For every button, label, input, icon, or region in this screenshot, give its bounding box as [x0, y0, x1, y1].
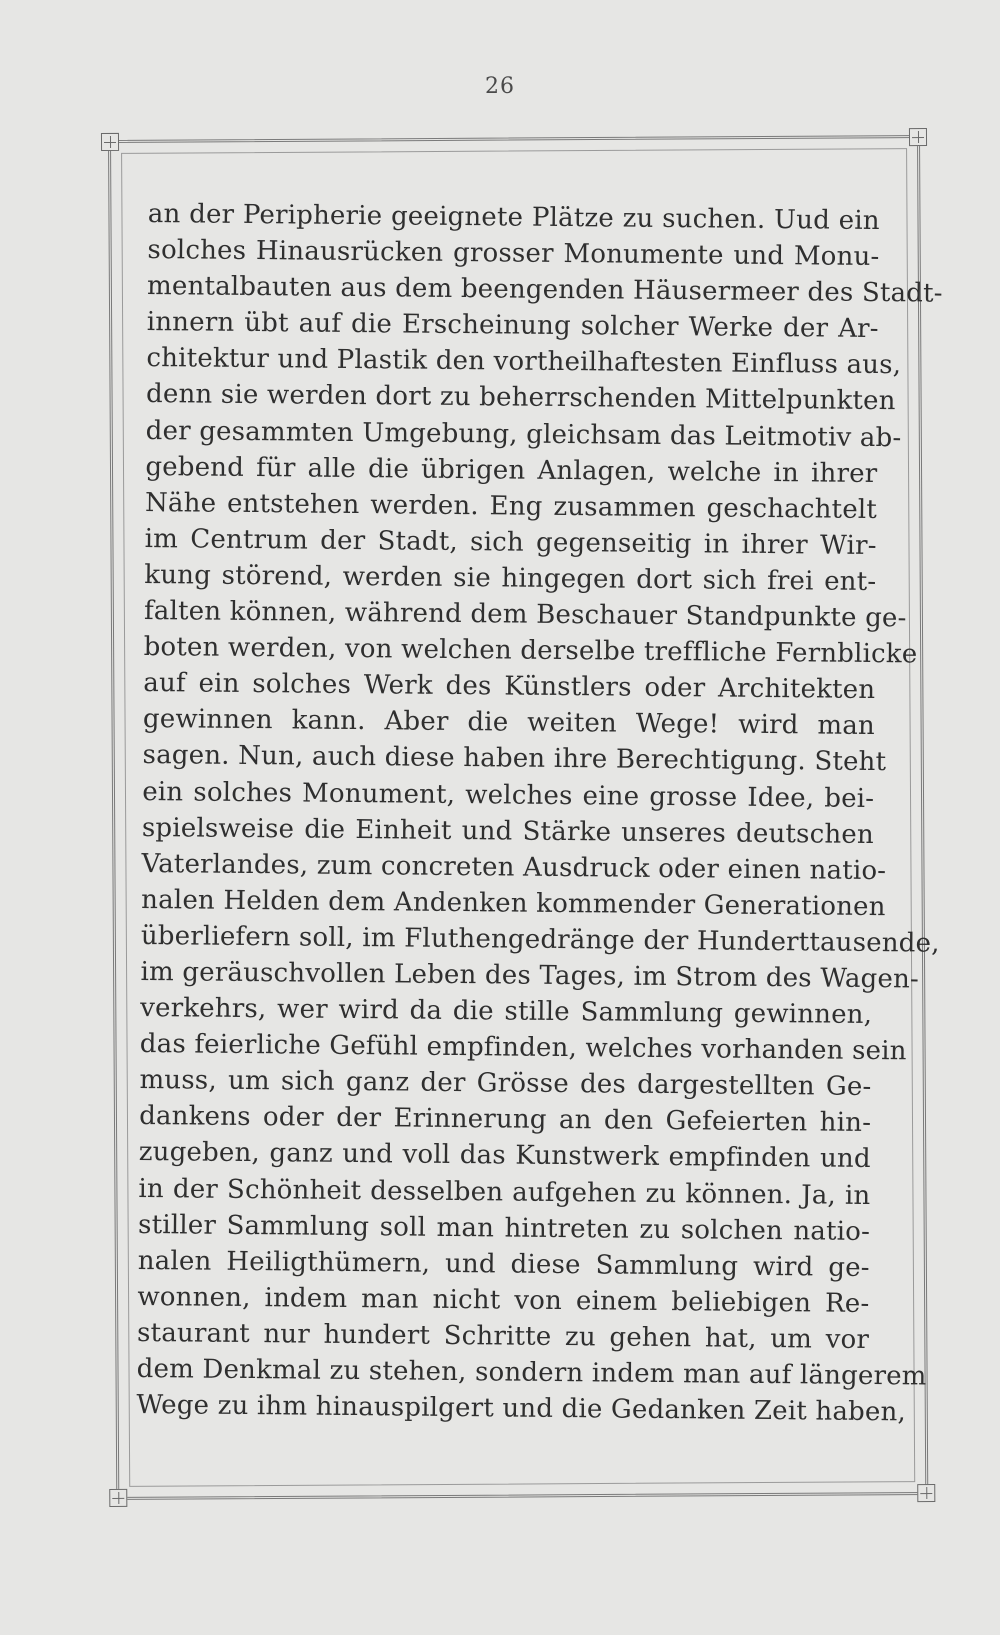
text-line: stiller Sammlung soll man hintreten zu solchen natio- [137, 1209, 871, 1247]
text-line: wonnen, indem man nicht von einem beliebigen Re- [137, 1281, 870, 1319]
text-line: Nähe entstehen werden. Eng zusammen geschachtelt [144, 487, 878, 525]
text-line: an der Peripherie geeignete Plätze zu suchen. Uud ein [147, 198, 880, 237]
text-line: solches Hinausrücken grosser Monumente und Monu- [147, 235, 880, 273]
body-text [136, 196, 943, 1430]
text-line: im geräuschvollen Leben des Tages, im Strom des Wagen- [140, 956, 920, 995]
corner-ornament-icon [917, 1484, 935, 1502]
text-line: gewinnen kann. Aber die weiten Wege! wird man [142, 704, 876, 742]
corner-ornament-icon [101, 133, 119, 151]
text-line: kung störend, werden sie hingegen dort sich frei ent- [144, 559, 877, 597]
corner-ornament-icon [909, 128, 927, 146]
text-line: falten können, während dem Beschauer Standpunkte ge- [143, 596, 907, 634]
text-line: Vaterlandes, zum concreten Ausdruck oder einen natio- [141, 848, 887, 886]
text-line: innern übt auf die Erscheinung solcher Werke der Ar- [146, 307, 879, 345]
text-line: ein solches Monument, welches eine grosse Idee, bei- [142, 776, 875, 814]
corner-ornament-icon [109, 1489, 127, 1507]
text-line: mentalbauten aus dem beengenden Häusermeer des Stadt- [146, 271, 943, 309]
text-line: boten werden, von welchen derselbe treffliche Fernblicke [143, 632, 918, 670]
text-line: staurant nur hundert Schritte zu gehen hat, um vor [136, 1317, 870, 1355]
text-line: nalen Helden dem Andenken kommender Generationen [141, 884, 886, 922]
text-line: denn sie werden dort zu beherrschenden Mittelpunkten [145, 379, 896, 417]
text-line: das feierliche Gefühl empfinden, welches vorhanden sein [139, 1029, 907, 1067]
page-number: 26 [485, 74, 515, 99]
text-line: verkehrs, wer wird da die stille Sammlung gewinnen, [140, 993, 873, 1031]
text-line: auf ein solches Werk des Künstlers oder Architekten [143, 668, 876, 706]
text-line: nalen Heiligthümern, und diese Sammlung wird ge- [137, 1245, 870, 1283]
text-line: muss, um sich ganz der Grösse des dargestellten Ge- [139, 1065, 872, 1103]
text-line: sagen. Nun, auch diese haben ihre Berechtigung. Steht [142, 740, 887, 778]
text-line: in der Schönheit desselben aufgehen zu können. Ja, in [138, 1173, 871, 1211]
text-line: chitektur und Plastik den vortheilhaftesten Einfluss aus, [146, 343, 902, 381]
text-line: im Centrum der Stadt, sich gegenseitig in ihrer Wir- [144, 523, 877, 561]
text-line: spielsweise die Einheit und Stärke unseres deutschen [141, 812, 875, 850]
text-line: gebend für alle die übrigen Anlagen, welche in ihrer [145, 451, 878, 489]
text-line: der gesammten Umgebung, gleichsam das Leitmotiv ab- [145, 415, 902, 453]
text-line: Wege zu ihm hinauspilgert und die Gedanken Zeit haben, [136, 1390, 907, 1428]
text-line: zugeben, ganz und voll das Kunstwerk empfinden und [138, 1137, 871, 1175]
text-line: überliefern soll, im Fluthengedränge der Hunderttausende, [140, 920, 940, 959]
text-line: dem Denkmal zu stehen, sondern indem man auf längerem [136, 1353, 927, 1392]
text-line: dankens oder der Erinnerung an den Gefeierten hin- [139, 1101, 872, 1139]
